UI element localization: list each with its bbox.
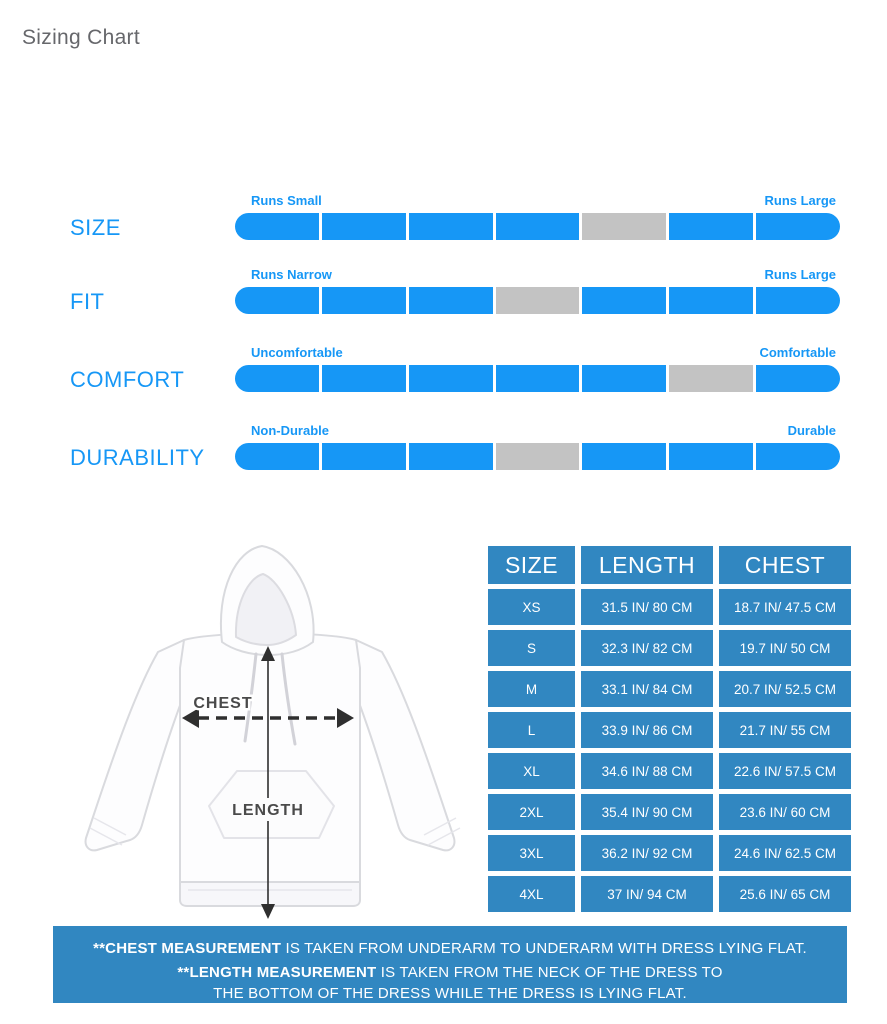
page-title: Sizing Chart	[22, 26, 140, 49]
measurement-note	[53, 926, 847, 1003]
rating-marker-segment	[582, 213, 666, 240]
rating-segment	[235, 287, 319, 314]
bar-right-label: Runs Large	[764, 267, 836, 282]
table-cell: 18.7 IN/ 47.5 CM	[719, 589, 851, 625]
rating-segment	[409, 365, 493, 392]
table-cell: 21.7 IN/ 55 CM	[719, 712, 851, 748]
table-cell: 34.6 IN/ 88 CM	[581, 753, 713, 789]
rating-bar-area	[235, 345, 840, 392]
rating-segment	[409, 443, 493, 470]
measurement-note-line2: **LENGTH MEASUREMENT IS TAKEN FROM THE NECK OF THE DRESS TO THE BOTTOM OF THE DRESS WHILE THE DRESS IS LYING FLAT.	[177, 964, 723, 1002]
table-cell: XL	[488, 753, 575, 789]
rating-bar	[235, 365, 840, 392]
rating-segment	[669, 213, 753, 240]
rating-label: DURABILITY	[70, 445, 205, 470]
length-label: LENGTH	[232, 802, 304, 819]
bar-left-label: Non-Durable	[251, 423, 329, 438]
rating-segment	[496, 213, 580, 240]
rating-segment	[322, 213, 406, 240]
rating-segment	[409, 287, 493, 314]
table-cell: XS	[488, 589, 575, 625]
rating-segment	[756, 443, 840, 470]
table-cell: 33.9 IN/ 86 CM	[581, 712, 713, 748]
chest-label: CHEST	[193, 695, 253, 712]
table-cell: 2XL	[488, 794, 575, 830]
rating-bar	[235, 443, 840, 470]
rating-bar-area	[235, 423, 840, 470]
rating-marker-segment	[669, 365, 753, 392]
rating-segment	[409, 213, 493, 240]
table-cell: 19.7 IN/ 50 CM	[719, 630, 851, 666]
table-cell: 31.5 IN/ 80 CM	[581, 589, 713, 625]
hoodie-diagram	[70, 538, 480, 928]
table-cell: 3XL	[488, 835, 575, 871]
bar-right-label: Runs Large	[764, 193, 836, 208]
rating-segment	[582, 443, 666, 470]
table-cell: 20.7 IN/ 52.5 CM	[719, 671, 851, 707]
rating-label: SIZE	[70, 215, 121, 240]
rating-row-size	[0, 193, 887, 261]
rating-marker-segment	[496, 443, 580, 470]
rating-label: COMFORT	[70, 367, 185, 392]
rating-segment	[582, 365, 666, 392]
table-cell: 24.6 IN/ 62.5 CM	[719, 835, 851, 871]
rating-segment	[756, 287, 840, 314]
bar-right-label: Comfortable	[759, 345, 836, 360]
rating-segment	[496, 365, 580, 392]
bar-left-label: Uncomfortable	[251, 345, 343, 360]
table-cell: M	[488, 671, 575, 707]
hoodie-illustration-icon	[70, 538, 480, 928]
rating-segment	[582, 287, 666, 314]
rating-bar	[235, 287, 840, 314]
rating-segment	[756, 213, 840, 240]
table-cell: 36.2 IN/ 92 CM	[581, 835, 713, 871]
rating-segment	[235, 213, 319, 240]
rating-row-fit	[0, 267, 887, 335]
rating-bar-area	[235, 193, 840, 240]
measurement-note-line1: **CHEST MEASUREMENT IS TAKEN FROM UNDERARM TO UNDERARM WITH DRESS LYING FLAT.	[93, 940, 807, 957]
rating-segment	[669, 287, 753, 314]
rating-segment	[322, 365, 406, 392]
bar-left-label: Runs Small	[251, 193, 322, 208]
table-header-length: LENGTH	[581, 546, 713, 584]
rating-segment	[756, 365, 840, 392]
rating-segment	[669, 443, 753, 470]
rating-segment	[235, 443, 319, 470]
size-table	[488, 546, 851, 912]
bar-right-label: Durable	[787, 423, 836, 438]
rating-row-durability	[0, 423, 887, 491]
table-header-chest: CHEST	[719, 546, 851, 584]
rating-row-comfort	[0, 345, 887, 413]
rating-bar	[235, 213, 840, 240]
rating-segment	[322, 287, 406, 314]
table-cell: 23.6 IN/ 60 CM	[719, 794, 851, 830]
rating-bar-area	[235, 267, 840, 314]
table-cell: 25.6 IN/ 65 CM	[719, 876, 851, 912]
table-header-size: SIZE	[488, 546, 575, 584]
rating-segment	[235, 365, 319, 392]
table-cell: 33.1 IN/ 84 CM	[581, 671, 713, 707]
table-cell: 4XL	[488, 876, 575, 912]
rating-label: FIT	[70, 289, 105, 314]
bar-left-label: Runs Narrow	[251, 267, 332, 282]
rating-marker-segment	[496, 287, 580, 314]
rating-segment	[322, 443, 406, 470]
table-cell: 37 IN/ 94 CM	[581, 876, 713, 912]
table-cell: L	[488, 712, 575, 748]
table-cell: 35.4 IN/ 90 CM	[581, 794, 713, 830]
table-cell: 22.6 IN/ 57.5 CM	[719, 753, 851, 789]
table-cell: S	[488, 630, 575, 666]
table-cell: 32.3 IN/ 82 CM	[581, 630, 713, 666]
